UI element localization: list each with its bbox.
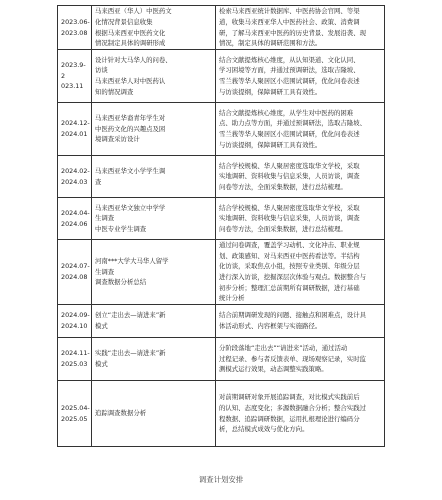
date-cell-line: 2024.12- — [61, 119, 90, 128]
table-row — [58, 156, 385, 198]
task-cell-line: 创立“走出去—请进来”新 — [95, 311, 166, 320]
date-cell-line: 2024.09- — [61, 311, 90, 320]
date-cell-line: 2023.06- — [61, 17, 90, 26]
task-cell-line: 中医药文化的兴趣点及困 — [95, 124, 166, 133]
content-cell-line: 与访谈提纲，保障调研工具有效性。 — [219, 140, 322, 149]
date-cell-line: 023.11 — [61, 82, 84, 91]
task-cell — [92, 103, 216, 156]
content-cell — [216, 338, 385, 381]
content-cell-line: 进行深入访谈，挖掘深层次体验与观点。数据整合与 — [219, 273, 366, 281]
date-cell-line: 2024.04- — [61, 208, 90, 217]
content-cell-line: 对前期调研对象开展追踪调查，对比模式实践前后 — [219, 393, 360, 402]
content-cell-line: 体活动形式、内容框架与实施路径。 — [219, 322, 322, 330]
date-cell — [58, 198, 92, 240]
content-cell-line: 测模式运行效果，动态调整实践策略。 — [219, 365, 328, 374]
table-row — [58, 240, 385, 305]
table-row — [58, 6, 385, 50]
table-body — [58, 6, 385, 447]
table-row — [58, 338, 385, 381]
date-cell-line: 2024.07- — [61, 262, 90, 271]
content-cell-line: 问卷等方法，全面采集数据，进行总结梳理。 — [219, 182, 347, 191]
table-row — [58, 50, 385, 103]
task-cell-line: 马来西亚华人对中医药认 — [95, 77, 166, 85]
date-cell — [58, 240, 92, 305]
content-cell — [216, 6, 385, 50]
content-cell-line: 学习困境等方面，并通过预调研法，选取吉隆坡、 — [219, 66, 360, 75]
content-cell-line: 道，收集马来西亚华人中医药社会、政策、消费调 — [219, 17, 360, 26]
task-cell-line: 马来西亚华裔青年学生对 — [95, 114, 166, 123]
content-cell-line: 程数据、追踪调研数据，运用扎根理论进行编码分 — [219, 414, 360, 423]
schedule-table — [57, 5, 385, 447]
date-cell — [58, 381, 92, 447]
task-cell-line: 追踪调查数据分析 — [95, 409, 147, 418]
content-cell-line: 析，总结模式成效与优化方向。 — [219, 425, 309, 434]
content-cell — [216, 305, 385, 338]
content-cell — [216, 381, 385, 447]
task-cell-line: 根据马来西亚中医药文化 — [95, 28, 166, 37]
task-cell — [92, 156, 216, 198]
table-row — [58, 381, 385, 447]
task-cell-line: 调查数据分析总结 — [95, 278, 147, 287]
content-cell-line: 实地调研、资料收集与信息采集，人员访谈，调查 — [219, 172, 360, 181]
task-cell — [92, 338, 216, 381]
task-cell-line: 访谈 — [95, 66, 108, 75]
date-cell — [58, 50, 92, 103]
date-cell-line: 2024.01 — [61, 130, 88, 138]
content-cell-line: 结合文献提炼核心维度，从学生对中医药的困难 — [219, 108, 354, 117]
table-row — [58, 103, 385, 156]
content-cell-line: 雪兰莪等华人聚居区小范围试调研，优化问卷表述 — [219, 130, 360, 138]
date-cell-line: 2024.03 — [61, 177, 88, 186]
date-cell — [58, 6, 92, 50]
table-caption: 调查计划安排 — [198, 475, 244, 484]
task-cell-line: 马来西亚华文独立中学学 — [95, 203, 166, 212]
table-row — [58, 305, 385, 338]
task-cell-line: 河南***大学大马华人留学 — [95, 257, 169, 266]
content-cell-line: 与访谈提纲，保障调研工具有效性。 — [219, 87, 322, 96]
content-cell — [216, 156, 385, 198]
content-cell-line: 结合前期调研发现的问题、接触点和困难点，设计具 — [219, 311, 366, 320]
date-cell — [58, 338, 92, 381]
date-cell — [58, 305, 92, 338]
content-cell-line: 情况，制定具体的调研范围和方法。 — [219, 39, 322, 48]
content-cell-line: 问卷等方法，全面采集数据，进行总结梳理。 — [219, 224, 347, 233]
content-cell-line: 通过问卷调查，覆盖学习动机、文化冲击、职业规 — [219, 241, 360, 250]
date-cell-line: 2024.08 — [61, 273, 88, 281]
date-cell-line: 2024.11- — [61, 349, 90, 358]
date-cell — [58, 103, 92, 156]
task-cell — [92, 6, 216, 50]
task-cell-line: 设计针对大马华人的问卷、 — [95, 55, 172, 64]
task-cell-line: 模式 — [95, 322, 108, 330]
date-cell-line: 2024.02- — [61, 166, 90, 175]
content-cell — [216, 240, 385, 305]
task-cell — [92, 305, 216, 338]
content-cell-line: 划、政策感知、对马来西亚中医药看法等。半结构 — [219, 251, 360, 260]
content-cell-line: 研，了解马来西亚中医药的历史背景、发展沿袭、现 — [219, 28, 366, 37]
content-cell-line: 实地调研、资料收集与信息采集，人员访谈，调查 — [219, 214, 360, 223]
date-cell-line: 2025.05 — [61, 414, 88, 423]
content-cell — [216, 50, 385, 103]
content-cell-line: 初步分析；整理汇总前期所有调研数据，进行基础 — [219, 283, 360, 292]
date-cell-line: 2024.06 — [61, 219, 88, 228]
task-cell-line: 马来西亚华文小学学生调 — [95, 166, 166, 175]
task-cell-line: 查 — [95, 177, 102, 186]
content-cell-line: 统计分析 — [219, 294, 245, 303]
task-cell-line: 实践“走出去—请进来”新 — [95, 349, 166, 358]
date-cell-line: 2025.03 — [61, 360, 88, 368]
task-cell-line: 情况制定具体的调研形成 — [95, 39, 166, 48]
content-cell-line: 检索马来西亚统计数据库、中医药协会官网、等渠 — [219, 7, 360, 16]
content-cell-line: 结合文献提炼核心维度，从认知渠道、文化认同、 — [219, 55, 360, 64]
date-cell — [58, 156, 92, 198]
content-cell-line: 点、助力点等方面，并通过预调研法，选取吉隆坡、 — [219, 119, 366, 128]
content-cell-line: 雪兰莪等华人聚居区小范围试调研，优化问卷表述 — [219, 77, 360, 85]
task-cell — [92, 240, 216, 305]
content-cell-line: 分阶段落地“走出去”“请进来”活动，通过活动 — [219, 344, 348, 353]
task-cell-line: 境调查采访设计 — [95, 135, 140, 144]
content-cell-line: 化访谈，采取焦点小组，按照专业类别、年级分层 — [219, 262, 360, 271]
content-cell-line: 结合学校规模、华人聚居密度选取华文学校，采取 — [219, 161, 360, 170]
date-cell-line: 2023.08 — [61, 28, 88, 37]
content-cell-line: 过程记录、参与者反馈表单、现场观察记录，实时监 — [219, 354, 366, 363]
content-cell — [216, 103, 385, 156]
task-cell-line: 生调查 — [95, 267, 115, 276]
task-cell-line: 知的情况调查 — [95, 87, 134, 96]
task-cell-line: 生调查 — [95, 214, 115, 223]
task-cell — [92, 50, 216, 103]
task-cell-line: 化情况背景信息收集 — [95, 17, 153, 26]
table-row — [58, 198, 385, 240]
date-cell-line: 2024.10 — [61, 322, 88, 330]
task-cell-line: 中医专业学生调查 — [95, 224, 147, 233]
content-cell — [216, 198, 385, 240]
content-cell-line: 的认知、态度变化；多源数据融合分析；整合实践过 — [219, 403, 366, 412]
task-cell-line: 模式 — [95, 360, 108, 368]
task-cell — [92, 381, 216, 447]
date-cell-line: 2025.04- — [61, 403, 90, 412]
task-cell — [92, 198, 216, 240]
date-cell-line: 2023.9-2 — [61, 61, 86, 80]
content-cell-line: 结合学校规模、华人聚居密度选取华文学校，采取 — [219, 203, 360, 212]
task-cell-line: 马来西亚（华人）中医药文 — [95, 7, 172, 16]
